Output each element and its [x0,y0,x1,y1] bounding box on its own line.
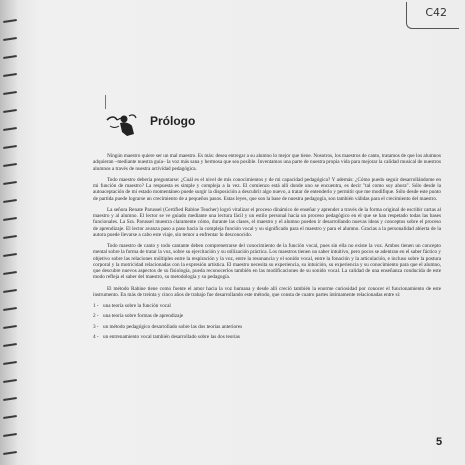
list-item-text: una teoría sobre formas de aprendizaje [103,313,184,320]
list-item-number: 4 - [93,334,99,341]
handwritten-corner-tag [406,2,459,29]
singer-illustration-icon [105,110,139,138]
page-number: 5 [436,436,443,448]
list-item-text: un entrenamiento vocal también desarrollado sobre las dos teorías [103,334,240,341]
vertical-rule [105,95,106,109]
list-item-number: 3 - [93,323,99,330]
chapter-title: Prólogo [150,114,196,128]
corner-tag-text: C42 [425,6,447,19]
list-item [93,313,441,319]
list-item-text: un método pedagógico desarrollado sobre las dos teorías anteriores [103,323,243,330]
list-item-number: 1 - [93,303,99,309]
list-item-number: 2 - [93,313,99,320]
paragraph: Ningún maestro quiere ser un mal maestro. Es más: desea entregar a su alumno lo mejor que tiene. Nosotros, los maestros de canto, tratamos de que los alumnos adquieran –mediante nuestra guía– la voz más sana y hermosa que sea posible. Inventamos una parte de nuestra propia vida para mejorar la calidad musical de nuestros alumnos a través de nuestra actividad pedagógica. [93,153,441,172]
list-item [93,303,441,309]
paragraph: Todo maestro de canto y todo cantante deben comprenetrarse del conocimiento de la función vocal, pues sin ella no existe la voz. Ambos tienen un concepto mental sobre la forma de tratar la voz, sobre su ejercitación y su utilización práctica. Los maestros tienen un saber intuitivo, pero pocos se adentran en el saber fáctico y objetivo sobre las relaciones múltiples entre la respiración y la voz, entre la resonancia y el sonido vocal, entre la fonación y la articulación, e incluso sobre la postura corporal y la motricidad relacionadas con la expresión artística. El maestro necesita su experiencia, su intuición, su experiencia y su conocimiento para que el alumno, que descubre nuevos aspectos de su fisiología, pueda reconocerlos también en las modificaciones de su sonido vocal. La calidad de una enseñanza conducida de este modo refleja el saber del maestro, su metodología y su pedagogía. [93,243,442,281]
paragraph: El método Rabine tiene como fuente el amor hacia la voz humana y desde allí creció también la enorme curiosidad por conocer el funcionamiento de este instrumento. En más de treinta y cinco años de trabajo fue desarrollando este método, que consta de cuatro partes íntimamente relacionadas entre sí: [93,285,441,298]
list-item [93,324,441,330]
list-item-text: una teoría sobre la función vocal [103,303,171,309]
paragraph: La señora Renate Parussel (Certified Rabine Teacher) logró vitalizar el proceso dinámico de enseñar y aprender a través de la forma original de escribir cartas al maestro y al alumno. El lector se ve guiado mediante una lectura fácil y un estilo personal hacia un proceso pedagógico en el que se han respetado todas las bases funcionales. La Sra. Parussel muestra claramente cómo, durante las clases, el maestro y el alumno pueden ir desarrollando nuevas ideas y conceptos sobre el proceso de aprendizaje. El lector avanza paso a paso hacia la compleja función vocal y su significado para el maestro y para el alumno. Gracias a la personalidad abierta de la autora puede llevarse a cabo este viaje, sin temor a enfrentar lo desconocido. [93,206,441,238]
method-parts-list [93,303,441,341]
body-text [93,153,441,345]
list-item [93,334,441,340]
paragraph: Todo maestro debería preguntarse: ¿Cuál es el nivel de mis conocimientos y de mi capacidad pedagógica? Y además: ¿Cómo puedo seguir desarrollándome en mi función de maestro? La respuesta es simple y compleja a la vez. El comienzo está allí donde uno se encuentra, es decir "tal como soy ahora". Sólo desde la autoaceptación de mi estado momentáneo puede surgir la disposición a descubrir algo nuevo, a tratar de entenderlo y permitir que me modifique. Sólo desde este punto de partida puede lograrse un crecimiento de a pequeños pasos. Estas leyes, que son la base de nuestra pedagogía, son también válidas para el crecimiento del maestro. [93,176,441,202]
spiral-binding [0,0,26,465]
